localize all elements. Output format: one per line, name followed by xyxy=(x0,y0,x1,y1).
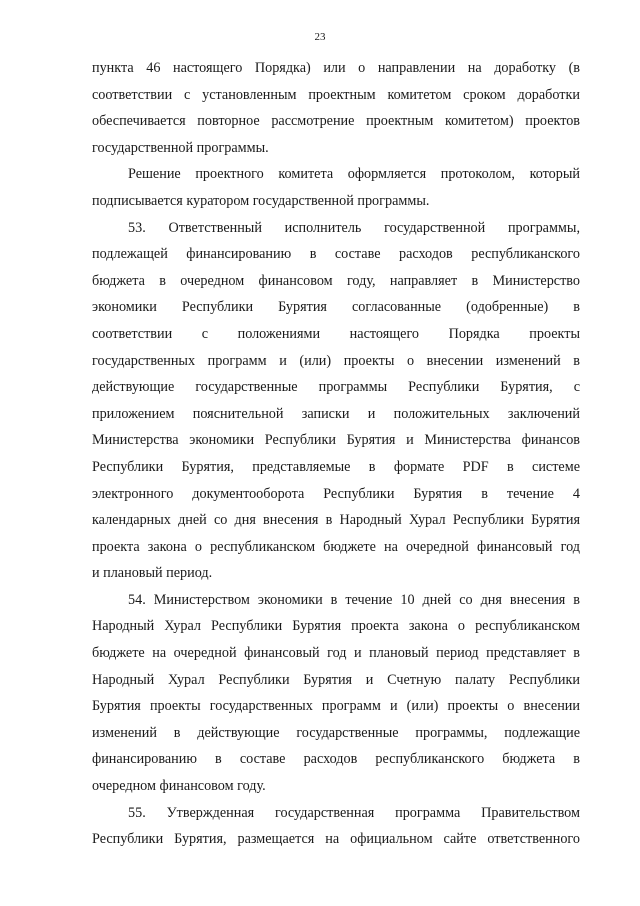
text-line: подлежащей финансированию в составе расходов республиканского xyxy=(92,246,580,263)
text-line: Республики Бурятия, размещается на официальном сайте ответственного xyxy=(92,831,580,848)
paragraph xyxy=(92,55,580,161)
text-line: Народный Хурал Республики Бурятия проекта закона о республиканском xyxy=(92,618,580,635)
text-line: Народный Хурал Республики Бурятия и Счетную палату Республики xyxy=(92,671,580,688)
text-line: подписывается куратором государственной программы. xyxy=(92,192,430,209)
text-line: государственных программ и (или) проекты о внесении изменений в xyxy=(92,352,580,369)
text-line: 54. Министерством экономики в течение 10 дней со дня внесения в xyxy=(128,591,580,608)
text-line: обеспечивается повторное рассмотрение проектным комитетом) проектов xyxy=(92,113,580,130)
document-body xyxy=(92,55,580,853)
text-line: пункта 46 настоящего Порядка) или о направлении на доработку (в xyxy=(92,60,580,76)
text-line: электронного документооборота Республики Бурятия в течение 4 xyxy=(92,485,580,502)
text-line: Республики Бурятия, представляемые в формате PDF в системе xyxy=(92,458,580,475)
text-line: государственной программы. xyxy=(92,139,269,156)
text-line: Министерства экономики Республики Бурятия и Министерства финансов xyxy=(92,432,580,449)
page-number: 23 xyxy=(314,31,326,43)
text-line: и плановый период. xyxy=(92,565,213,582)
text-line: Бурятия проекты государственных программ и (или) проекты о внесении xyxy=(92,698,580,715)
text-line: Решение проектного комитета оформляется протоколом, который xyxy=(128,166,580,183)
text-line: финансированию в составе расходов республиканского бюджета в xyxy=(92,751,580,768)
text-line: соответствии с положениями настоящего Порядка проекты xyxy=(92,325,580,342)
text-line: изменений в действующие государственные программы, подлежащие xyxy=(92,724,580,741)
text-line: соответствии с установленным проектным комитетом сроком доработки xyxy=(92,86,580,103)
text-line: действующие государственные программы Республики Бурятия, с xyxy=(92,379,580,396)
text-line: 53. Ответственный исполнитель государственной программы, xyxy=(128,219,580,236)
text-line: бюджета в очередном финансовом году, направляет в Министерство xyxy=(92,272,580,289)
text-line: экономики Республики Бурятия согласованные (одобренные) в xyxy=(92,299,580,316)
text-line: приложением пояснительной записки и положительных заключений xyxy=(92,405,580,422)
text-line: проекта закона о республиканском бюджете на очередной финансовый год xyxy=(92,538,580,555)
paragraph xyxy=(92,800,580,853)
paragraph xyxy=(92,215,580,587)
text-line: бюджете на очередной финансовый год и плановый период представляет в xyxy=(92,645,580,662)
paragraph xyxy=(92,161,580,214)
paragraph xyxy=(92,587,580,800)
text-line: 55. Утвержденная государственная программа Правительством xyxy=(128,804,580,821)
text-line: календарных дней со дня внесения в Народный Хурал Республики Бурятия xyxy=(92,512,580,529)
text-line: очередном финансовом году. xyxy=(92,778,266,795)
